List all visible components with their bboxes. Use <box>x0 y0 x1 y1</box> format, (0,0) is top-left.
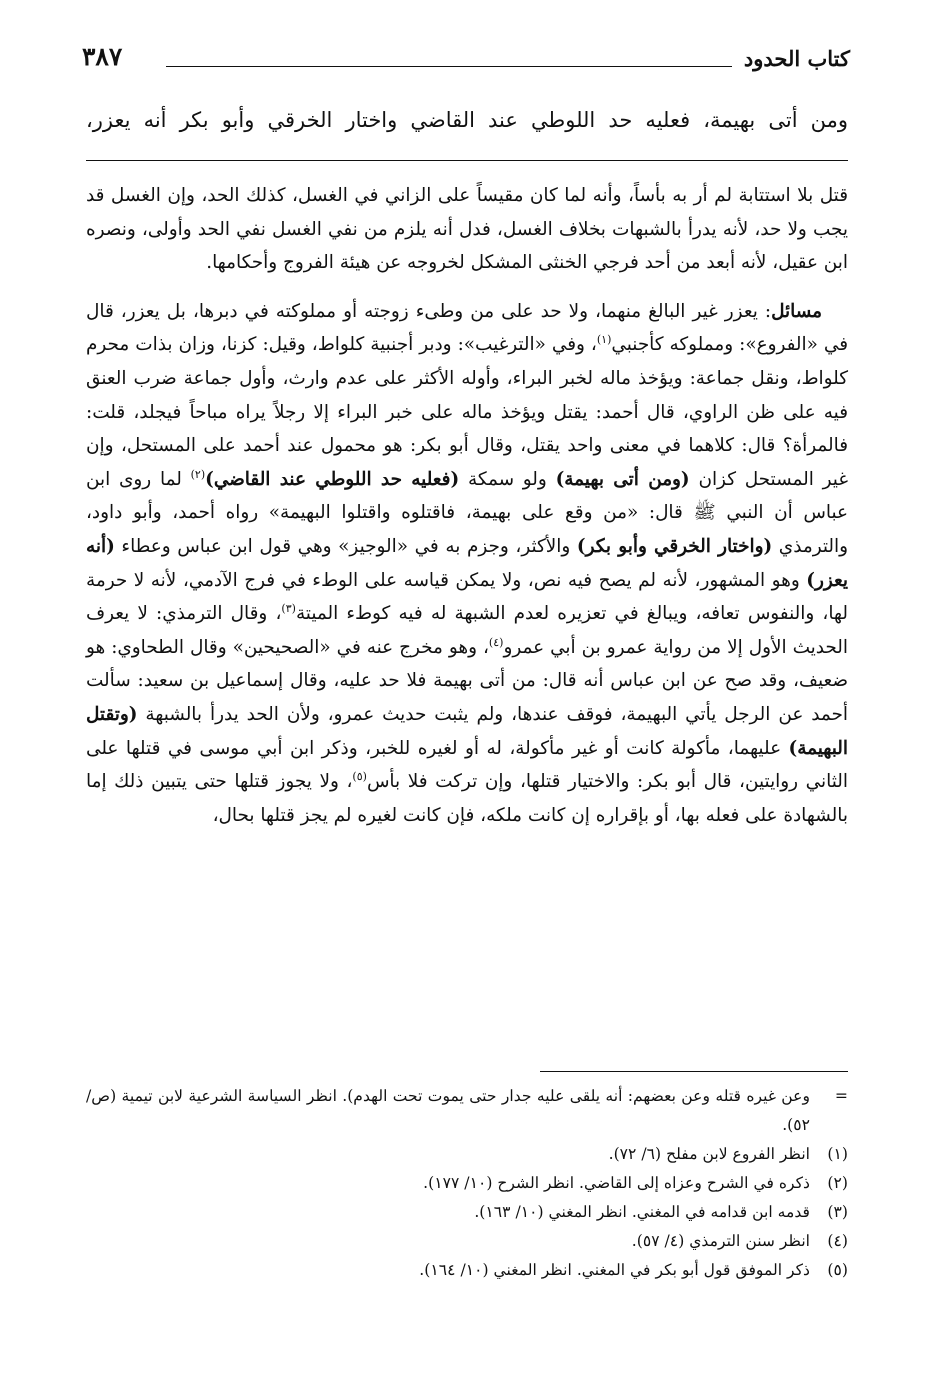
matn-quote: (واختار الخرقي وأبو بكر) <box>576 535 773 557</box>
page-number: ٣٨٧ <box>82 42 123 71</box>
footnote-marker: (٣) <box>827 1203 848 1221</box>
matn-quote: (وتقتل البهيمة) <box>86 703 848 759</box>
matn-quote: (فعليه حد اللوطي عند القاضي) <box>205 468 460 490</box>
footnote-divider <box>540 1071 848 1072</box>
footnote-text: انظر سنن الترمذي (٤/ ٥٧). <box>631 1232 810 1250</box>
matn-quote: (أنه يعزر) <box>86 535 848 591</box>
commentary <box>86 179 848 832</box>
footnote-ref-4[interactable]: (٤) <box>488 635 504 649</box>
footnote-ref-3[interactable]: (٣) <box>281 602 296 615</box>
footnote-ref-5[interactable]: (٥) <box>352 769 367 783</box>
text-run: عليهما، مأكولة كانت أو غير مأكولة، له أو لغيره للخبر، وذكر ابن أبي موسى في قتلها على الثاني روايتين، قال أبو بكر: والاختيار قتلها، وإن تركت فلا بأس <box>86 737 848 793</box>
footnote-1 <box>86 1140 848 1169</box>
footnotes <box>86 1082 848 1285</box>
footnote-marker: (٤) <box>827 1232 848 1250</box>
footnote-ref-2[interactable]: (٢) <box>190 467 206 481</box>
chapter-title: كتاب الحدود <box>743 46 850 71</box>
continuation-marker: = <box>834 1087 848 1105</box>
footnote-3 <box>86 1198 848 1227</box>
footnote-4 <box>86 1227 848 1256</box>
text-run: لما روى ابن عباس أن النبي ﷺ قال: «من وقع على بهيمة، فاقتلوه واقتلوا البهيمة» رواه أحمد، وأبو داود، والترمذي <box>86 468 848 557</box>
text-run: والأكثر، وجزم به في «الوجيز» وهي قول ابن عباس وعطاء <box>114 535 577 557</box>
footnote-text: وعن غيره قتله وعن بعضهم: أنه يلقى عليه جدار حتى يموت تحت الهدم). انظر السياسة الشرعية لابن تيمية (ص/ ٥٢). <box>86 1087 810 1134</box>
text-run: ، وفي «الترغيب»: ودبر أجنبية كلواط، وقيل: كزنا، وزان بذات محرم كلواط، ونقل جماعة: ويؤخذ ماله لخبر البراء، وأوله الأكثر على عدم وارث، وأول جماعة ضرب العنق فيه على ظن الراوي، قال أحمد: يقتل ويؤخذ ماله على خبر البراء إلا رجلاً يراه مباحاً فيجلد، قلت: فالمرأة؟ قال: كلاهما في معنى واحد يقتل، وقال أبو بكر: هو محمول عند أحمد على المستحل، وإن غير المستحل كزان <box>86 334 848 490</box>
footnote-text: انظر الفروع لابن مفلح (٦/ ٧٢). <box>608 1145 810 1163</box>
text-run: ، وقال الترمذي: لا يعرف الحديث الأول إلا من رواية عمرو بن أبي عمرو <box>86 603 848 658</box>
footnote-marker: (٥) <box>827 1261 848 1279</box>
text-run: ، ولا يجوز قتلها حتى يتبين ذلك إما بالشهادة على فعله بها، أو بإقراره إن كانت ملكه، فإن كانت لغيره لم يجز قتلها بحال، <box>86 771 848 826</box>
text-run: وهو المشهور، لأنه لم يصح فيه نص، ولا يمكن قياسه على الوطء في فرج الآدمي، لأنه لا حرمة لها، والنفوس تعافه، ويبالغ في تعزيره لعدم الشبهة له فيه كوطء الميتة <box>86 569 849 625</box>
footnote-text: ذكره في الشرح وعزاه إلى القاضي. انظر الشرح (١٠/ ١٧٧). <box>423 1174 810 1192</box>
text-run: ولو سمكة <box>459 468 556 490</box>
footnote-marker: (١) <box>827 1145 848 1163</box>
header-rule <box>166 66 732 67</box>
matn-text: ومن أتى بهيمة، فعليه حد اللوطي عند القاضي واختار الخرقي وأبو بكر أنه يعزر، <box>86 108 848 132</box>
footnote-continuation <box>86 1082 848 1140</box>
running-header <box>82 40 850 80</box>
footnote-marker: (٢) <box>827 1174 848 1192</box>
footnote-ref-1[interactable]: (١) <box>596 333 612 347</box>
matn-quote: (ومن أتى بهيمة) <box>555 468 690 490</box>
matn-divider <box>86 160 848 161</box>
commentary-paragraph-2 <box>86 295 848 833</box>
commentary-paragraph-1: قتل بلا استتابة لم أر به بأساً، وأنه لما كان مقيساً على الزاني في الغسل، كذلك الحد، وإن الغسل قد يجب ولا حد، لأنه يدرأ بالشبهات بخلاف الغسل، فدل أنه يلزم من نفي الغسل نفي الحد وأولى، ونصره ابن عقيل، لأنه أبعد من أحد فرجي الخنثى المشكل لخروجه عن هيئة الفروج وأحكامها. <box>86 185 848 274</box>
footnote-text: قدمه ابن قدامه في المغني. انظر المغني (١٠/ ١٦٣). <box>474 1203 810 1221</box>
masail-heading: مسائل <box>771 300 822 322</box>
footnote-2 <box>86 1169 848 1198</box>
text-run: ، وهو مخرج عنه في «الصحيحين» وقال الطحاوي: هو ضعيف، وقد صح عن ابن عباس أنه قال: من أتى بهيمة فلا حد عليه، وقال إسماعيل بن سعيد: سألت أحمد عن الرجل يأتي البهيمة، فوقف عندها، ولم يثبت حديث عمرو، ولأن الحد يدرأ بالشبهة <box>86 636 848 725</box>
footnote-5 <box>86 1256 848 1285</box>
footnote-text: ذكر الموفق قول أبو بكر في المغني. انظر المغني (١٠/ ١٦٤). <box>419 1261 810 1279</box>
text-run: : يعزر غير البالغ منهما، ولا حد على من وطىء زوجته أو مملوكته في دبرها، بل يعزر، قال في «الفروع»: ومملوكه كأجنبي <box>86 300 848 356</box>
